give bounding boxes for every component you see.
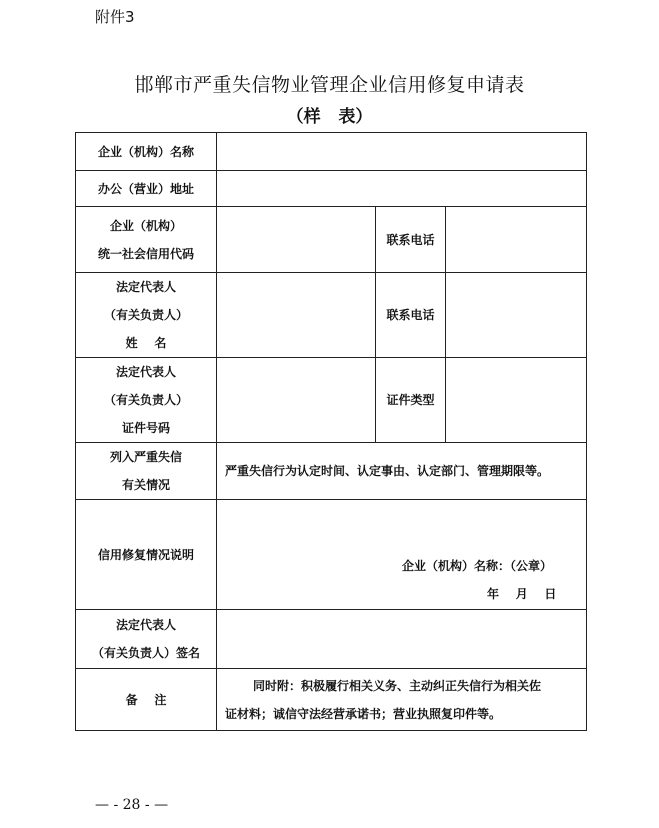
company-name-label: 企业（机构）名称: [76, 133, 217, 171]
row-legal-rep-id: [76, 358, 587, 443]
contact-phone-label-2: 联系电话: [376, 273, 446, 358]
row-company-name: [76, 133, 587, 171]
credit-code-label: 企业（机构） 统一社会信用代码: [76, 207, 217, 273]
remarks-line-1: 同时附：积极履行相关义务、主动纠正失信行为相关佐: [253, 678, 542, 693]
row-legal-rep-name: [76, 273, 587, 358]
legal-rep-signature-label: 法定代表人 （有关负责人）签名: [76, 610, 217, 669]
remarks-label: 备 注: [76, 669, 217, 731]
contact-phone-field-1[interactable]: [446, 207, 587, 273]
serious-dishonesty-field[interactable]: [217, 443, 587, 500]
credit-code-field[interactable]: [217, 207, 376, 273]
repair-description-label: 信用修复情况说明: [76, 500, 217, 610]
legal-rep-name-field[interactable]: [217, 273, 376, 358]
office-address-field[interactable]: [217, 171, 587, 207]
row-legal-rep-signature: [76, 610, 587, 669]
legal-rep-name-label: 法定代表人 （有关负责人） 姓 名: [76, 273, 217, 358]
row-office-address: [76, 171, 587, 207]
form-subtitle: （样 表）: [286, 107, 373, 127]
repair-description-field[interactable]: [217, 500, 587, 610]
serious-dishonesty-hint: 严重失信行为认定时间、认定事由、认定部门、管理期限等。: [225, 464, 550, 478]
office-address-label: 办公（营业）地址: [76, 171, 217, 207]
legal-rep-signature-field[interactable]: [217, 610, 587, 669]
id-type-label: 证件类型: [376, 358, 446, 443]
company-name-field[interactable]: [217, 133, 587, 171]
row-credit-code: [76, 207, 587, 273]
page-number: — - 28 - —: [95, 797, 169, 813]
remarks-field: [217, 669, 587, 731]
application-form-table: [75, 132, 587, 731]
legal-rep-id-label: 法定代表人 （有关负责人） 证件号码: [76, 358, 217, 443]
remarks-line-2: 证材料；诚信守法经营承诺书；营业执照复印件等。: [225, 706, 502, 721]
form-title: 邯郸市严重失信物业管理企业信用修复申请表: [134, 74, 525, 96]
attachment-label: 附件3: [95, 8, 135, 26]
serious-dishonesty-label: 列入严重失信 有关情况: [76, 443, 217, 500]
contact-phone-label-1: 联系电话: [376, 207, 446, 273]
row-repair-description: [76, 500, 587, 610]
company-seal-line: 企业（机构）名称：（公章）: [402, 559, 553, 573]
date-line: 年 月 日: [487, 587, 557, 601]
id-type-field[interactable]: [446, 358, 587, 443]
row-remarks: [76, 669, 587, 731]
legal-rep-id-field[interactable]: [217, 358, 376, 443]
row-serious-dishonesty: [76, 443, 587, 500]
contact-phone-field-2[interactable]: [446, 273, 587, 358]
